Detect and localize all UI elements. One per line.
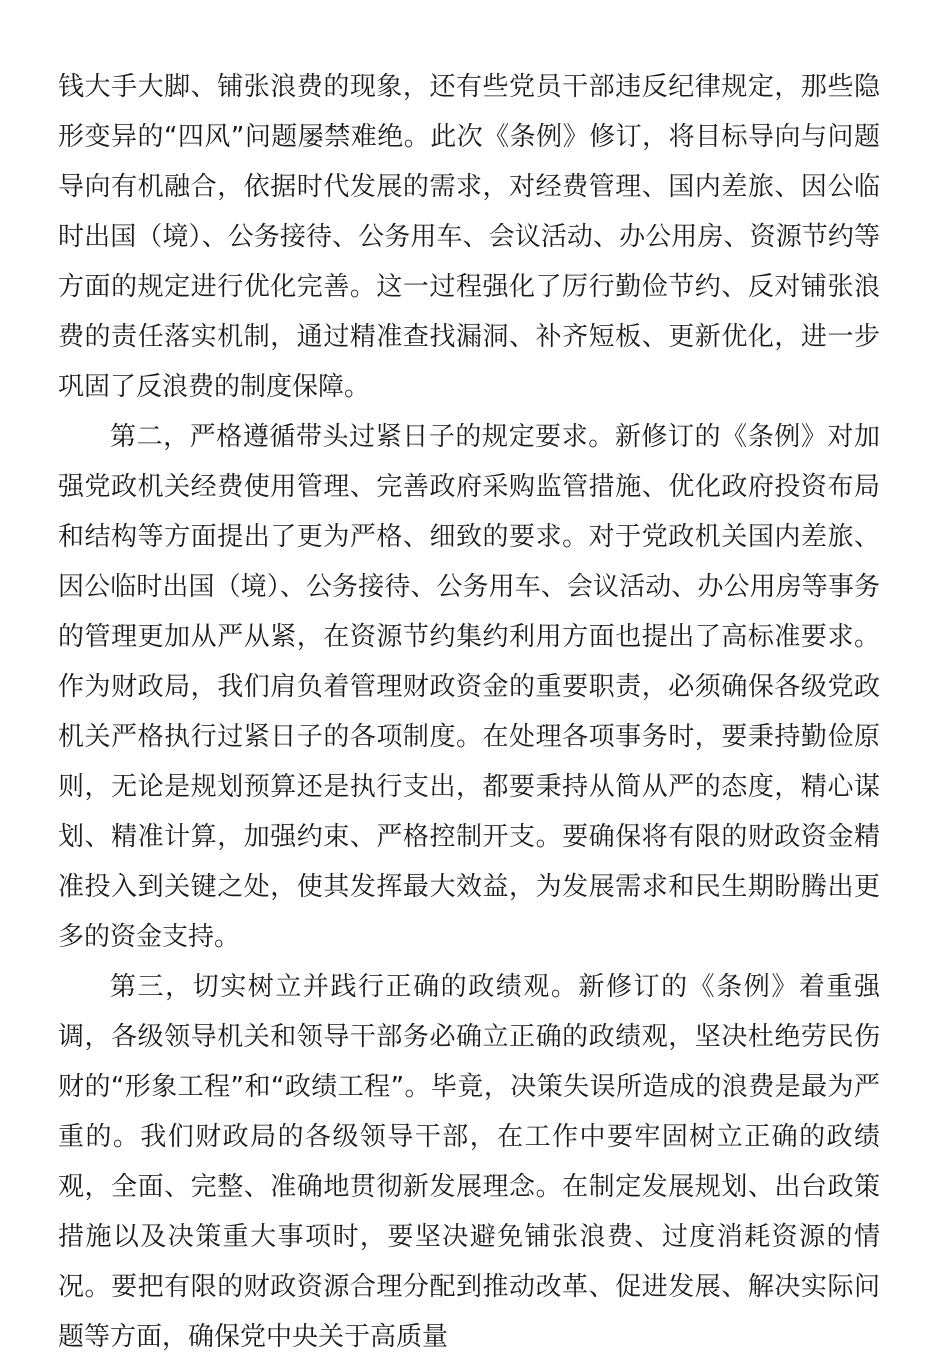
paragraph-continued: 钱大手大脚、铺张浪费的现象，还有些党员干部违反纪律规定，那些隐形变异的“四风”问题屡禁难绝。此次《条例》修订，将目标导向与问题导向有机融合，依据时代发展的需求，对经费管理、国内差旅、因公临时出国（境）、公务接待、公务用车、会议活动、办公用房、资源节约等方面的规定进行优化完善。这一过程强化了厉行勤俭节约、反对铺张浪费的责任落实机制，通过精准查找漏洞、补齐短板、更新优化，进一步巩固了反浪费的制度保障。 (58, 72, 880, 402)
paragraph-third-point: 第三，切实树立并践行正确的政绩观。新修订的《条例》着重强调，各级领导机关和领导干部务必确立正确的政绩观，坚决杜绝劳民伤财的“形象工程”和“政绩工程”。毕竟，决策失误所造成的浪费是最为严重的。我们财政局的各级领导干部，在工作中要牢固树立正确的政绩观，全面、完整、准确地贯彻新发展理念。在制定发展规划、出台政策措施以及决策重大事项时，要坚决避免铺张浪费、过度消耗资源的情况。要把有限的财政资源合理分配到推动改革、促进发展、解决实际问题等方面，确保党中央关于高质量 (58, 972, 880, 1352)
paragraph-second-point: 第二，严格遵循带头过紧日子的规定要求。新修订的《条例》对加强党政机关经费使用管理、完善政府采购监管措施、优化政府投资布局和结构等方面提出了更为严格、细致的要求。对于党政机关国内差旅、因公临时出国（境）、公务接待、公务用车、会议活动、办公用房等事务的管理更加从严从紧，在资源节约集约利用方面也提出了高标准要求。作为财政局，我们肩负着管理财政资金的重要职责，必须确保各级党政机关严格执行过紧日子的各项制度。在处理各项事务时，要秉持勤俭原则，无论是规划预算还是执行支出，都要秉持从简从严的态度，精心谋划、精准计算，加强约束、严格控制开支。要确保将有限的财政资金精准投入到关键之处，使其发挥最大效益，为发展需求和民生期盼腾出更多的资金支持。 (58, 422, 880, 952)
document-page (58, 62, 880, 1362)
